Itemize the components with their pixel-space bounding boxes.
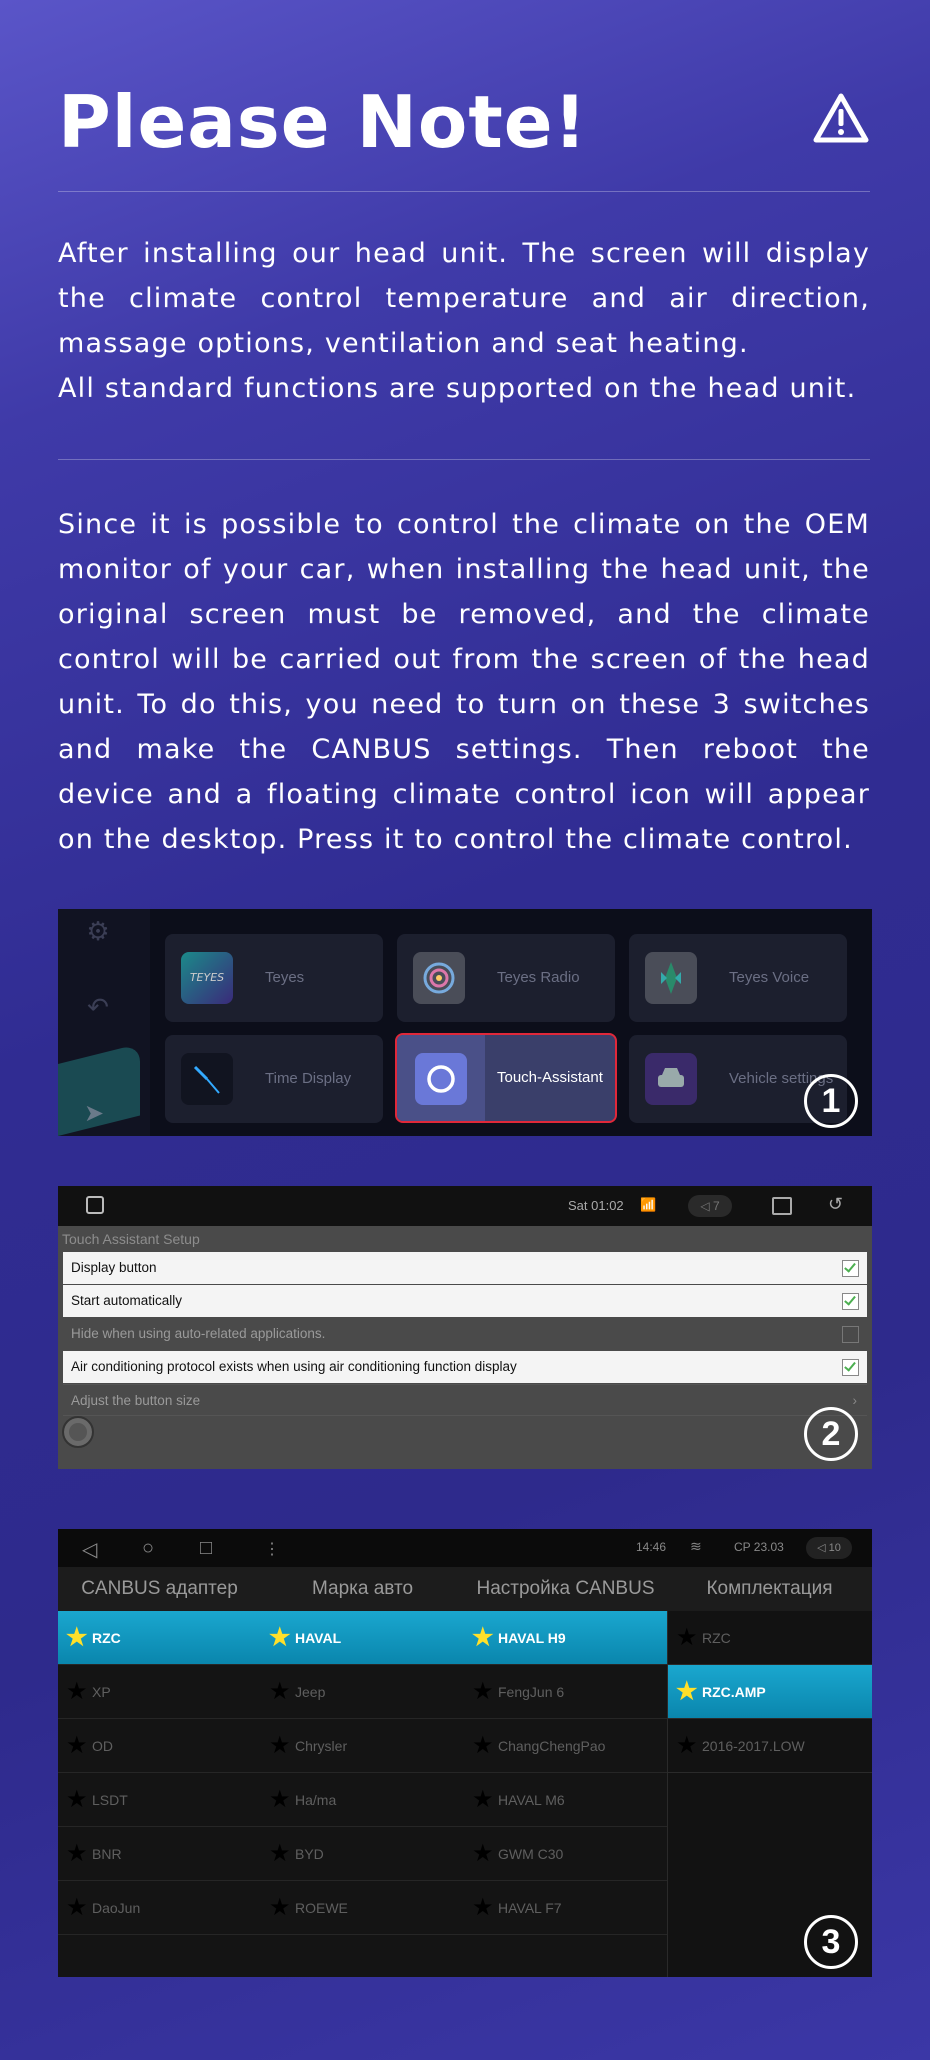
tile-label: Teyes [265, 969, 305, 986]
step-badge: 2 [804, 1407, 858, 1461]
list-item[interactable]: ★ HAVAL M6 [464, 1773, 667, 1827]
back-icon[interactable]: ↺ [828, 1194, 844, 1214]
section-title: Touch Assistant Setup [62, 1231, 200, 1247]
setting-row-air-conditioning-protocol[interactable] [63, 1351, 867, 1383]
star-icon[interactable]: ★ [676, 1678, 698, 1705]
nav-home-icon[interactable]: ○ [142, 1537, 155, 1559]
list-item[interactable]: ★ 2016-2017.LOW [668, 1719, 872, 1773]
page-title: Please Note! [58, 80, 588, 164]
header-canbus-adapter: CANBUS адаптер [81, 1578, 238, 1599]
volume-indicator[interactable]: ◁ 10 [806, 1537, 852, 1559]
setting-label: Display button [71, 1260, 157, 1275]
star-icon[interactable]: ★ [269, 1840, 291, 1867]
list-item[interactable]: ★ FengJun 6 [464, 1665, 667, 1719]
list-item[interactable]: ★ BNR [58, 1827, 261, 1881]
tile-label: Vehicle settings [729, 1070, 834, 1087]
star-icon[interactable]: ★ [66, 1894, 88, 1921]
checkbox[interactable] [842, 1326, 859, 1343]
intro-line-1: After installing our head unit. The screen will display the climate control temperature and air direction, massage options, ventilation and seat heating. [58, 238, 870, 359]
instructions-text: Since it is possible to control the climate on the OEM monitor of your car, when installing the head unit, the original screen must be removed, and the climate control will be carried out from the screen of the head unit. To do this, you need to turn on these 3 switches and make the CANBUS settings. Then reboot the device and a floating climate control icon will appear on the desktop. Press it to control the climate control. [58, 509, 870, 855]
list-item[interactable]: ★ LSDT [58, 1773, 261, 1827]
list-item[interactable]: ★ HAVAL [261, 1611, 464, 1665]
star-icon[interactable]: ★ [66, 1732, 88, 1759]
star-icon[interactable]: ★ [66, 1678, 88, 1705]
setting-row-hide-auto-apps[interactable] [63, 1318, 867, 1350]
tile-time-display[interactable] [165, 1035, 383, 1123]
list-item[interactable]: ★ Ha/ma [261, 1773, 464, 1827]
column-canbus-setting [464, 1611, 667, 1935]
list-item[interactable]: ★ RZC.AMP [668, 1665, 872, 1719]
header-canbus-setting: Настройка CANBUS [476, 1578, 655, 1599]
header-trim: Комплектация [706, 1578, 833, 1599]
star-icon[interactable]: ★ [66, 1840, 88, 1867]
voice-icon [645, 952, 697, 1004]
tile-label: Teyes Voice [729, 969, 810, 986]
teyes-logo-icon: TEYES [181, 952, 233, 1004]
status-cp: CP 23.03 [734, 1540, 784, 1554]
star-icon[interactable]: ★ [269, 1678, 291, 1705]
star-icon[interactable]: ★ [472, 1894, 494, 1921]
list-item[interactable]: ★ XP [58, 1665, 261, 1719]
screenshot-canbus-settings [58, 1529, 872, 1977]
list-item[interactable]: ★ Chrysler [261, 1719, 464, 1773]
star-icon[interactable]: ★ [676, 1732, 698, 1759]
tile-label: Teyes Radio [497, 969, 580, 986]
star-icon[interactable]: ★ [269, 1624, 291, 1651]
car-icon [645, 1053, 697, 1105]
gear-icon[interactable]: ⚙ [86, 917, 110, 947]
tile-teyes[interactable] [165, 934, 383, 1022]
status-bar [58, 1186, 872, 1226]
checkbox[interactable] [842, 1359, 859, 1376]
setting-row-adjust-button-size[interactable] [63, 1384, 867, 1416]
tile-touch-assistant[interactable] [395, 1033, 617, 1123]
tile-teyes-radio[interactable] [397, 934, 615, 1022]
star-icon[interactable]: ★ [472, 1786, 494, 1813]
star-icon[interactable]: ★ [472, 1840, 494, 1867]
list-item[interactable]: ★ GWM C30 [464, 1827, 667, 1881]
wifi-icon: ≋ [690, 1538, 702, 1554]
setting-label: Start automatically [71, 1293, 183, 1308]
list-item[interactable]: ★ Jeep [261, 1665, 464, 1719]
list-item[interactable]: ★ HAVAL F7 [464, 1881, 667, 1935]
list-item[interactable]: ★ DaoJun [58, 1881, 261, 1935]
setting-label: Adjust the button size [71, 1393, 201, 1408]
nav-back-icon[interactable]: ◁ [82, 1539, 98, 1561]
star-icon[interactable]: ★ [472, 1678, 494, 1705]
tile-teyes-voice[interactable] [629, 934, 847, 1022]
list-item[interactable]: ★ RZC [668, 1611, 872, 1665]
home-icon[interactable] [86, 1196, 104, 1214]
clock-icon [181, 1053, 233, 1105]
volume-indicator[interactable]: ◁ 7 [688, 1195, 732, 1217]
list-item[interactable]: ★ ROEWE [261, 1881, 464, 1935]
checkbox[interactable] [842, 1293, 859, 1310]
chevron-right-icon: › [852, 1393, 857, 1408]
star-icon[interactable]: ★ [269, 1786, 291, 1813]
tile-label: Touch-Assistant [497, 1069, 603, 1086]
warning-triangle-icon [812, 92, 870, 144]
touch-assistant-icon [415, 1053, 467, 1105]
tile-label: Time Display [265, 1070, 352, 1087]
header-car-brand: Марка авто [311, 1578, 414, 1599]
status-bar [58, 1529, 872, 1567]
intro-line-2: All standard functions are supported on the head unit. [58, 373, 857, 404]
checkbox[interactable] [842, 1260, 859, 1277]
signal-icon: 📶 [640, 1197, 657, 1212]
list-item[interactable]: ★ ChangChengPao [464, 1719, 667, 1773]
divider-top [58, 191, 870, 192]
list-item[interactable]: ★ OD [58, 1719, 261, 1773]
setting-label: Hide when using auto-related applications. [71, 1326, 326, 1341]
screenshot-touch-assistant-setup [58, 1186, 872, 1469]
setting-row-start-automatically[interactable] [63, 1285, 867, 1317]
radio-icon [413, 952, 465, 1004]
star-icon[interactable]: ★ [66, 1624, 88, 1651]
list-item[interactable]: ★ BYD [261, 1827, 464, 1881]
screenshot-app-launcher [58, 909, 872, 1136]
menu-dots-icon[interactable]: ⋮ [264, 1541, 280, 1558]
divider-middle [58, 459, 870, 460]
star-icon[interactable]: ★ [676, 1624, 698, 1651]
status-time: 14:46 [636, 1540, 667, 1554]
list-item[interactable]: ★ RZC [58, 1611, 261, 1665]
status-time: Sat 01:02 [568, 1198, 624, 1213]
navigation-arrow-icon[interactable]: ➤ [84, 1099, 105, 1127]
star-icon[interactable]: ★ [66, 1786, 88, 1813]
star-icon[interactable]: ★ [269, 1894, 291, 1921]
column-headers [58, 1567, 872, 1611]
column-canbus-adapter [58, 1611, 261, 1935]
setting-row-display-button[interactable] [63, 1252, 867, 1284]
list-item[interactable]: ★ HAVAL H9 [464, 1611, 667, 1665]
nav-recent-icon[interactable]: □ [200, 1537, 213, 1559]
windows-icon[interactable] [772, 1197, 792, 1215]
column-car-brand [261, 1611, 464, 1935]
star-icon[interactable]: ★ [472, 1732, 494, 1759]
setting-label: Air conditioning protocol exists when using air conditioning function display [71, 1359, 517, 1374]
step-badge: 3 [804, 1915, 858, 1969]
intro-paragraph [58, 231, 870, 411]
back-arrow-icon[interactable]: ↶ [87, 993, 109, 1023]
floating-button-preview[interactable] [62, 1416, 94, 1448]
star-icon[interactable]: ★ [269, 1732, 291, 1759]
step-badge: 1 [804, 1074, 858, 1128]
star-icon[interactable]: ★ [472, 1624, 494, 1651]
instructions-paragraph [58, 502, 870, 862]
